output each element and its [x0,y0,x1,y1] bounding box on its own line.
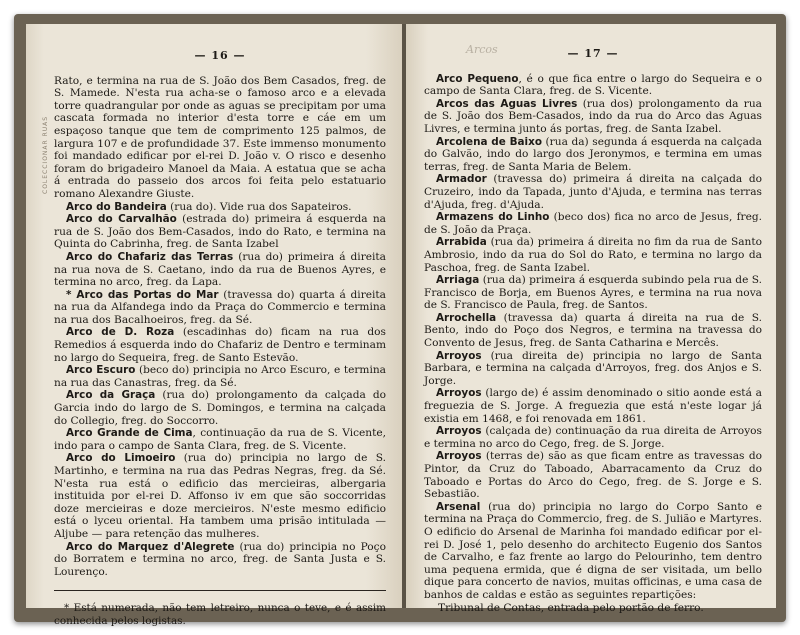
closing-line: Tribunal de Contas, entrada pelo portão de ferro. [438,601,704,614]
entry: Arrochella (travessa da) quarta á direita na rua de S. Bento, indo do Poço dos Negros, e termina na travessa do Convento de Jesus, freg. de Santa Catharina e Mercês. [424,311,762,350]
entry: Arco do Carvalhão (estrada do) primeira á esquerda na rua de S. João dos Bem-Casados, indo do Rato, e termina na Quinta do Cabrinha, freg. de Santa Izabel [54,213,386,251]
spine-label: COLECCIONAR RUAS [42,115,49,194]
right-entries [424,73,762,615]
entry: Rato, e termina na rua de S. João dos Bem Casados, freg. de S. Mamede. N'esta rua acha-se o famoso arco e a elevada torre quadrangular por onde as aguas se precipitam por uma cascata formada no interior d'esta torre e cáe em um espaçoso tanque que tem de comprimento 125 palmos, de largura 107 e de profundidade 37. Este immenso monumento foi mandado edificar por el-rei D. João v. O risco e desenho foram do brigadeiro Manoel da Maia. A estatua que se acha á entrada do passeio dos arcos foi feita pelo estatuario romano Alexandre Giuste. [54,74,386,200]
entry: Arco Pequeno, é o que fica entre o largo do Sequeira e o campo de Santa Clara, freg. de S. Vicente. [424,72,762,98]
entry: Arsenal (rua do) principia no largo do Corpo Santo e termina na Praça do Commercio, freg. de S. Julião e Martyres. O edificio do Arsenal de Marinha foi mandado edificar por el-rei D. José 1, pelo desenho do architecto Eugenio dos Santos de Carvalho, e faz frente ao largo do Pelourinho, tem dentro uma pequena ermida, que é digna de ser visitada, um bello dique para concerto de navios, muitas officinas, e uma casa de banhos de caldas e estão as seguintes repartições: [424,500,762,601]
entry: Arco do Marquez d'Alegrete (rua do) principia no Poço do Borratem e termina no arco, freg. de Santa Justa e S. Lourenço. [54,540,386,578]
entry: Armazens do Linho (beco dos) fica no arco de Jesus, freg. de S. João da Praça. [424,211,762,236]
entry: Arco de D. Roza (escadinhas do) ficam na rua dos Remedios á esquerda indo do Chafariz de Dentro e terminam no largo do Sequeira, freg. de Santo Estevão. [54,326,386,364]
entry: Arco do Bandeira (rua do). Vide rua dos Sapateiros. [66,200,352,213]
right-page [406,24,776,614]
entry: Arco Grande de Cima, continuação da rua de S. Vicente, indo para o campo de Santa Clara, freg. de S. Vicente. [54,427,387,452]
page-number: — 17 — [567,47,619,60]
entry: Arco Escuro (beco do) principia no Arco Escuro, e termina na rua das Canastras, freg. da Sé. [54,364,386,389]
pencil-annotation: Arcos [466,43,498,56]
book [14,14,786,627]
entry: Armador (travessa do) primeira á direita na calçada do Cruzeiro, indo da Tapada, junto d'Ajuda, e termina nas terras d'Ajuda, freg. d'Ajuda. [424,173,762,211]
footnote: * Está numerada, não tem letreiro, nunca o teve, e é assim conhecida pelos logistas. [54,601,386,627]
entry: Arroyos (largo de) é assim denominado o sitio aonde está a freguezia de S. Jorge. A freguezia que está n'este logar já existia em 1468, e foi renovada em 1861. [424,387,762,425]
entry: Arcolena de Baixo (rua da) segunda á esquerda na calçada do Galvão, indo do largo dos Jeronymos, e termina em umas terras, freg. de Santa Maria de Belem. [424,135,762,173]
entry: Arroyos (rua direita de) principia no largo de Santa Barbara, e termina na calçada d'Arroyos, freg. dos Anjos e S. Jorge. [424,349,762,387]
left-page [26,24,404,627]
left-entries [54,75,386,579]
entry: Arcos das Aguas Livres (rua dos) prolongamento da rua de S. João dos Bem-Casados, indo da rua do Arco das Aguas Livres, e termina junto ás portas, freg. de Santa Izabel. [424,97,762,135]
entry: Arco do Limoeiro (rua do) principia no largo de S. Martinho, e termina na rua das Pedras Negras, freg. da Sé. N'esta rua está o edificio das mercieiras, albergaria instituida por el-rei D. Affonso iv em que são soccorridas doze mercieiras e doze mercieiros. N'este mesmo edificio está o lyceu oriental. Ha tambem uma prisão intitulada — Aljube — para retenção das mulheres. [54,452,386,540]
entry: Arrabida (rua da) primeira á direita no fim da rua de Santo Ambrosio, indo da rua do Sol do Rato, e termina no largo da Paschoa, freg. de Santa Izabel. [424,236,762,274]
entry: Arco da Graça (rua do) prolongamento da calçada do Garcia indo do largo de S. Domingos, e termina na calçada do Collegio, freg. do Soccorro. [54,389,386,427]
entry: Arroyos (terras de) são as que ficam entre as travessas do Pintor, da Cruz do Taboado, Abarracamento da Cruz do Taboado e Portas do Arco do Cego, freg. de S. Jorge e S. Sebastião. [424,450,762,501]
page-number: — 16 — [194,49,246,62]
entry: Arriaga (rua da) primeira á esquerda subindo pela rua de S. Francisco de Borja, em Buenos Ayres, e termina na rua nova de S. Francisco de Paula, freg. de Santos. [424,274,762,312]
entry: Arroyos (calçada de) continuação da rua direita de Arroyos e termina no arco do Cego, freg. de S. Jorge. [424,425,762,450]
entry: Arco do Chafariz das Terras (rua do) primeira á direita na rua nova de S. Caetano, indo da rua de Buenos Ayres, e termina no arco, freg. da Lapa. [54,250,386,289]
footnote-divider [54,590,386,591]
entry: * Arco das Portas do Mar (travessa do) quarta á direita na rua da Alfandega indo da Praça do Commercio e termina na rua dos Bacalhoeiros, freg. da Sé. [54,288,386,326]
